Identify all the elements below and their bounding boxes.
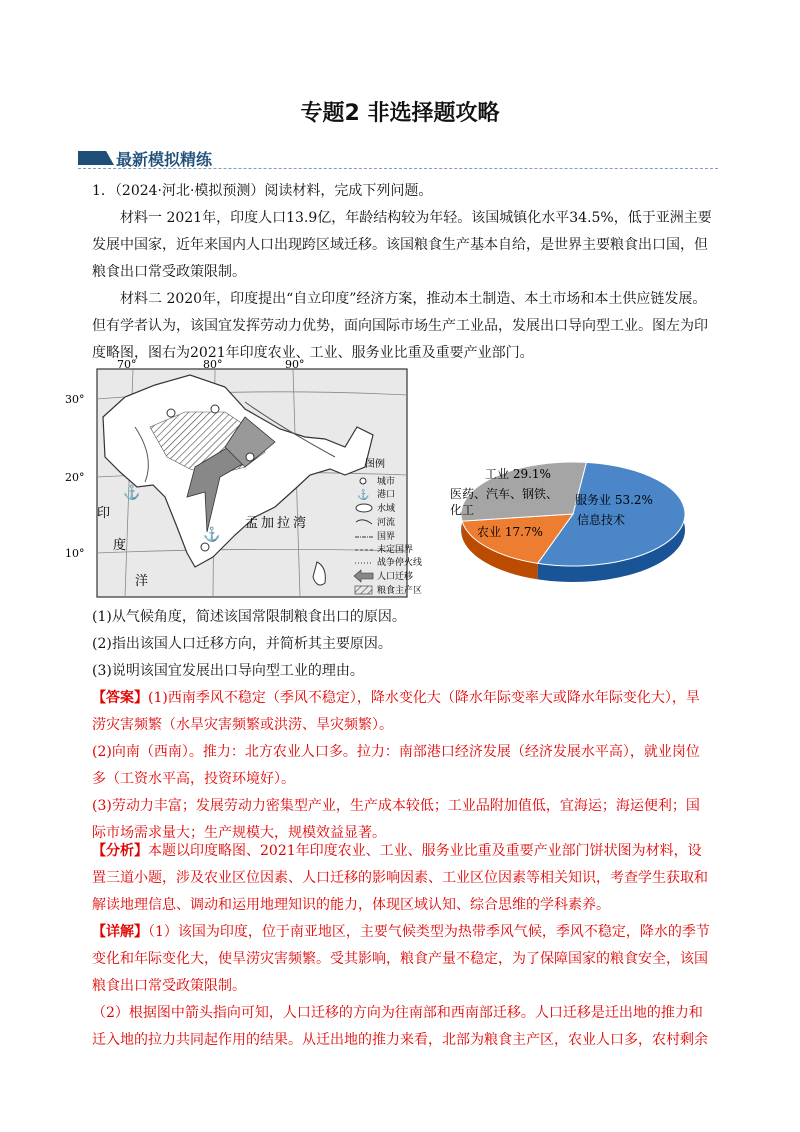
figure bbox=[65, 357, 715, 607]
anchor-icon: ⚓ bbox=[203, 527, 221, 543]
pie-label-service: 服务业 53.2% bbox=[575, 493, 653, 507]
svg-text:城市: 城市 bbox=[377, 477, 396, 487]
analysis-tag: 【分析】 bbox=[92, 843, 148, 859]
question-3: (3)说明该国宜发展出口导向型工业的理由。 bbox=[92, 663, 364, 679]
section-header bbox=[78, 147, 718, 169]
city-marker bbox=[246, 453, 254, 461]
page-title: 专题2 非选择题攻略 bbox=[300, 101, 500, 126]
section-label: 最新模拟精练 bbox=[116, 150, 213, 169]
svg-text:港口: 港口 bbox=[377, 490, 396, 500]
svg-text:国界: 国界 bbox=[377, 532, 396, 542]
svg-text:战争停火线: 战争停火线 bbox=[377, 558, 423, 568]
detail-1: 【详解】（1）该国为印度，位于南亚地区，主要气候类型为热带季风气候，季风不稳定，降水的季节变化和年际变化大，使旱涝灾害频繁。受其影响，粮食产量不稳定，为了保障国家的粮食安全，该国粮食出口常受政策限制。 bbox=[92, 924, 710, 994]
detail-tag: 【详解】 bbox=[92, 924, 148, 940]
pie-sub-industry-2: 化工 bbox=[450, 503, 475, 517]
question-1: (1)从气候角度，简述该国常限制粮食出口的原因。 bbox=[92, 609, 406, 625]
city-marker bbox=[201, 543, 209, 551]
detail-2: （2）根据图中箭头指向可知，人口迁移的方向为往南部和西南部迁移。人口迁移是迁出地的推力和迁入地的拉力共同起作用的结果。从迁出地的推力来看，北部为粮食主产区，农业人口多，农村剩余 bbox=[92, 1005, 708, 1048]
section-marker bbox=[78, 151, 114, 165]
sea-label: 孟加拉湾 bbox=[245, 516, 310, 531]
analysis: 【分析】本题以印度略图、2021年印度农业、工业、服务业比重及重要产业部门饼状图为材料，设置三道小题，涉及农业区位因素、人口迁移的影响因素、工业区位因素等相关知识，考查学生获取和解读地理信息、调动和运用地理知识的能力，体现区域认知、综合思维的学科素养。 bbox=[92, 843, 708, 913]
svg-text:河流: 河流 bbox=[377, 518, 396, 528]
lon-label: 90° bbox=[285, 358, 305, 371]
question-stem: 1．（2024·河北·模拟预测）阅读材料，完成下列问题。 bbox=[92, 183, 433, 199]
svg-text:水域: 水域 bbox=[377, 504, 396, 514]
svg-text:未定国界: 未定国界 bbox=[377, 545, 414, 555]
lon-label: 70° bbox=[117, 358, 137, 371]
answer-3: (3)劳动力丰富；发展劳动力密集型产业，生产成本较低；工业品附加值低，宜海运；海运便利；国际市场需求量大；生产规模大，规模效益显著。 bbox=[92, 798, 700, 841]
lat-label: 10° bbox=[65, 547, 85, 560]
svg-text:图例: 图例 bbox=[365, 459, 385, 470]
pie-sub-service: 信息技术 bbox=[577, 513, 626, 527]
answer-tag: 【答案】 bbox=[92, 690, 148, 706]
anchor-icon: ⚓ bbox=[123, 485, 141, 501]
answer-2: (2)向南（西南）。推力：北方农业人口多。拉力：南部港口经济发展（经济发展水平高），就业岗位多（工资水平高，投资环境好）。 bbox=[92, 744, 700, 787]
sea-label: 印 bbox=[97, 506, 111, 521]
question-2: (2)指出该国人口迁移方向，并简析其主要原因。 bbox=[92, 636, 392, 652]
city-marker bbox=[211, 405, 219, 413]
lat-label: 30° bbox=[65, 393, 85, 406]
sea-label: 洋 bbox=[135, 574, 149, 589]
answer-1: 【答案】(1)西南季风不稳定（季风不稳定），降水变化大（降水年际变率大或降水年际变化大），旱涝灾害频繁（水旱灾害频繁或洪涝、旱灾频繁）。 bbox=[92, 690, 700, 733]
material-2: 材料二 2020年，印度提出“自立印度”经济方案，推动本土制造、本土市场和本土供应链发展。但有学者认为，该国宜发挥劳动力优势，面向国际市场生产工业品，发展出口导向型工业。图左为印度略图，图右为2021年印度农业、工业、服务业比重及重要产业部门。 bbox=[92, 291, 708, 361]
section-rule bbox=[78, 168, 718, 169]
svg-text:人口迁移: 人口迁移 bbox=[377, 572, 414, 582]
sea-label: 度 bbox=[113, 538, 127, 553]
material-1: 材料一 2021年，印度人口13.9亿，年龄结构较为年轻。该国城镇化水平34.5%，低于亚洲主要发展中国家，近年来国内人口出现跨区域迁移。该国粮食生产基本自给，是世界主要粮食出口国，但粮食出口常受政策限制。 bbox=[92, 210, 712, 280]
pie-chart bbox=[445, 452, 695, 602]
lon-label: 80° bbox=[203, 358, 223, 371]
pie-label-agriculture: 农业 17.7% bbox=[477, 525, 543, 539]
pie-sub-industry-1: 医药、汽车、钢铁、 bbox=[450, 487, 559, 501]
city-marker bbox=[167, 409, 175, 417]
lat-label: 20° bbox=[65, 471, 85, 484]
pie-label-industry: 工业 29.1% bbox=[485, 467, 551, 481]
svg-text:⚓: ⚓ bbox=[357, 490, 370, 501]
svg-text:粮食主产区: 粮食主产区 bbox=[377, 586, 423, 596]
